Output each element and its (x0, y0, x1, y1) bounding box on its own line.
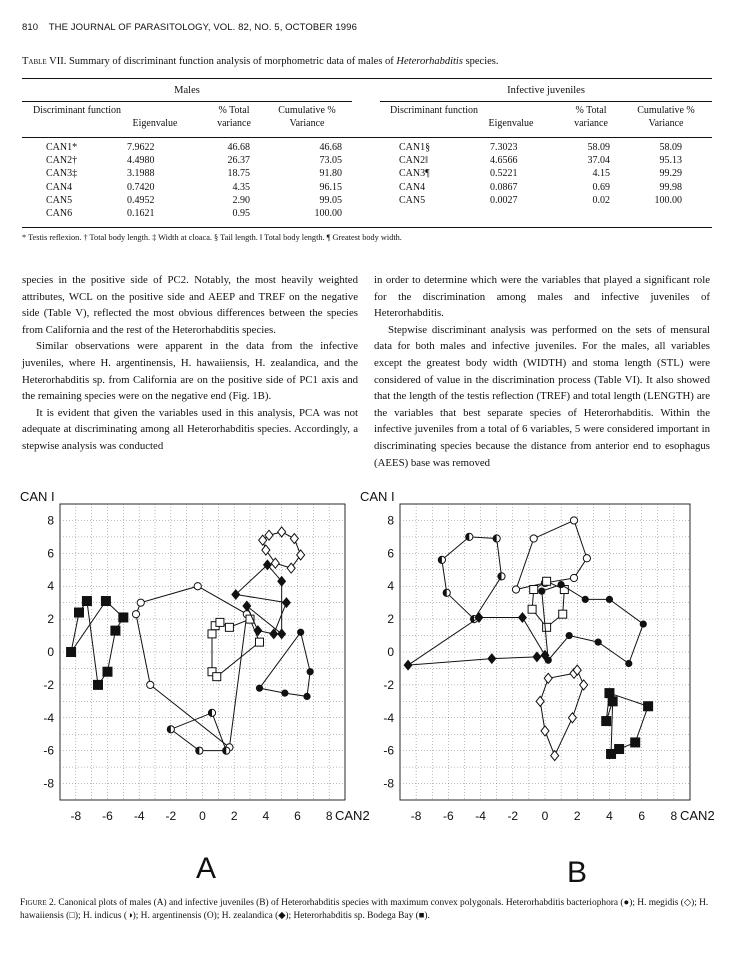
convex-hull-filled-diamond (408, 617, 545, 665)
panel-label-b: B (567, 856, 588, 889)
juveniles-row-eigenvalue: 0.0867 (490, 181, 518, 193)
males-row-cumulative: 91.80 (319, 168, 342, 180)
marker-open-circle (570, 574, 577, 581)
journal-title: THE JOURNAL OF PARASITOLOGY, VOL. 82, NO. 5, OCTOBER 1996 (48, 22, 357, 33)
marker-filled-circle (281, 690, 288, 697)
y-tick-label: -4 (43, 710, 54, 725)
marker-open-circle (512, 586, 519, 593)
juveniles-row-function: CAN4 (399, 181, 426, 193)
canonical-plot-b (360, 490, 715, 823)
males-col-eigenvalue: Eigenvalue (132, 118, 178, 129)
males-row-function: CAN6 (46, 208, 73, 219)
marker-filled-square (608, 696, 618, 706)
juveniles-row-total: 58.09 (587, 142, 610, 153)
marker-filled-diamond (253, 625, 262, 636)
body-paragraph: It is evident that given the variables used in this analysis, PCA was not adequate at discriminating among all Heterorhabditis species. Accordingly, a stepwise analysis was conducted (22, 406, 358, 452)
table-caption-tail: species. (465, 56, 499, 67)
marker-filled-square (110, 626, 120, 636)
juveniles-row-eigenvalue: 4.6566 (490, 155, 518, 167)
convex-hull-open-circle (136, 586, 247, 747)
marker-filled-diamond (532, 651, 541, 662)
convex-hull-filled-diamond (236, 565, 287, 634)
marker-filled-square (630, 737, 640, 747)
figure-caption-text: Canonical plots of males (A) and infective juveniles (B) of Heterorhabditis species with maximum convex polygonals. Heterorhabditis bacteriophora (●); H. megidis (◇); H. hawaiiensis (□); H. indicus (◑); H. argentinensis (O); H. zealandica (◆); Heterorhabditis sp. Bodega Bay (■). (20, 898, 709, 921)
table-caption (22, 56, 712, 67)
marker-filled-circle (582, 596, 589, 603)
x-tick-label: 8 (325, 809, 333, 823)
males-row-eigenvalue: 7.9622 (127, 142, 155, 153)
marker-diamond-outline (278, 527, 286, 537)
marker-filled-square (66, 647, 76, 657)
juveniles-row-cumulative: 99.29 (659, 168, 682, 180)
marker-diamond-outline (544, 673, 552, 683)
marker-filled-diamond (404, 660, 413, 671)
x-tick-label: -4 (475, 809, 486, 823)
x-tick-label: -6 (442, 809, 454, 823)
juveniles-row-cumulative: 58.09 (659, 142, 682, 153)
males-row-eigenvalue: 0.1621 (127, 208, 155, 219)
males-row-eigenvalue: 0.7420 (127, 181, 155, 193)
marker-open-square (528, 605, 536, 613)
juveniles-row-function: CAN2‖ (399, 155, 428, 167)
males-row-cumulative: 96.15 (319, 181, 342, 193)
convex-hull-diamond-outline (540, 670, 584, 756)
marker-filled-square (606, 749, 616, 759)
males-row-total: 0.95 (232, 208, 250, 219)
table-caption-text: Summary of discriminant function analysis of morphometric data of males of (68, 56, 394, 67)
juveniles-row-eigenvalue: 7.3023 (490, 142, 518, 153)
juveniles-row-cumulative: 100.00 (654, 194, 682, 206)
marker-diamond-outline (580, 680, 588, 690)
y-tick-label: -4 (383, 710, 394, 725)
marker-filled-circle (566, 632, 573, 639)
males-row-function: CAN2† (46, 155, 78, 167)
juveniles-row-eigenvalue: 0.5221 (490, 168, 518, 180)
juveniles-row-total: 4.15 (592, 168, 610, 180)
males-row-cumulative: 99.05 (319, 194, 342, 206)
marker-open-square (543, 577, 551, 585)
x-tick-label: 8 (670, 809, 678, 823)
marker-diamond-outline (536, 696, 544, 706)
males-col-cumulative: Cumulative % Variance (278, 105, 336, 129)
y-tick-label: 6 (47, 546, 54, 561)
table-header-rule (22, 137, 712, 138)
y-tick-label: -6 (383, 743, 394, 758)
table-caption-genus: Heterorhabditis (396, 56, 463, 67)
marker-filled-square (93, 680, 103, 690)
males-row-cumulative: 73.05 (319, 155, 342, 167)
y-tick-label: -2 (383, 677, 394, 692)
y-tick-label: 6 (387, 546, 394, 561)
marker-open-circle (194, 583, 201, 590)
males-row-total: 2.90 (232, 194, 250, 206)
convex-hull-filled-circle (260, 632, 311, 696)
x-tick-label: -2 (507, 809, 519, 823)
juveniles-row-cumulative: 95.13 (659, 155, 682, 167)
body-paragraph: in order to determine which were the variables that played a significant role for the discrimination among males and infective juveniles of Heterorhabditis. (374, 274, 710, 320)
y-tick-label: 0 (47, 645, 54, 659)
table-bottom-rule (22, 227, 712, 228)
juveniles-group-rule (380, 101, 712, 102)
x-tick-label: 6 (638, 809, 646, 823)
marker-open-square (559, 610, 567, 618)
x-tick-label: -8 (410, 809, 422, 823)
marker-open-square (530, 586, 538, 594)
y-tick-label: -8 (383, 776, 394, 791)
marker-diamond-outline (259, 535, 267, 545)
marker-open-circle (147, 681, 154, 688)
x-tick-label: 0 (199, 809, 206, 823)
marker-filled-square (601, 716, 611, 726)
marker-filled-circle (625, 660, 632, 667)
canonical-plots-figure (0, 490, 735, 870)
marker-open-square (256, 638, 264, 646)
marker-filled-square (118, 612, 128, 622)
juveniles-row-eigenvalue: 0.0027 (490, 194, 518, 206)
males-row-total: 46.68 (227, 142, 250, 153)
figure-caption (20, 897, 720, 922)
juveniles-col-total: % Total variance (574, 105, 608, 129)
males-row-function: CAN3‡ (46, 168, 78, 180)
y-tick-label: 2 (47, 612, 54, 627)
males-row-total: 4.35 (232, 181, 250, 193)
marker-filled-diamond (282, 597, 291, 608)
body-paragraph: Stepwise discriminant analysis was performed on the sets of mensural data for both males and infective juveniles. For the males, all variables except the greatest body width (WIDTH) and stoma length (STL) were considered of value in the discrimination process (Table VI). It also showed that the length of the testis reflection (TREF) and total length (LENGTH) are the variables that best separate species of Heterorhabditis. Within the infective juveniles from a total of 6 variables, 5 were considered important in discriminating species because the distance from anterior end to esophagus (AEES) base was removed (374, 323, 710, 469)
juveniles-col-cumulative: Cumulative % Variance (637, 105, 695, 129)
males-group-heading: Males (174, 85, 200, 96)
marker-filled-circle (297, 629, 304, 636)
males-row-cumulative: 46.68 (319, 142, 342, 153)
juveniles-row-cumulative: 99.98 (659, 181, 682, 193)
marker-diamond-outline (265, 530, 273, 540)
marker-filled-square (74, 608, 84, 618)
marker-open-circle (137, 599, 144, 606)
running-head (22, 22, 357, 33)
marker-open-square (213, 673, 221, 681)
x-tick-label: 6 (294, 809, 301, 823)
marker-open-square (543, 623, 551, 631)
juveniles-row-function: CAN1§ (399, 142, 431, 153)
marker-open-circle (570, 517, 577, 524)
x-tick-label: 0 (541, 809, 549, 823)
juveniles-row-function: CAN3¶ (399, 168, 430, 180)
marker-open-square (216, 618, 224, 626)
marker-filled-diamond (277, 628, 286, 639)
y-axis-label: CAN I (20, 490, 55, 504)
x-tick-label: 4 (606, 809, 613, 823)
marker-filled-circle (558, 581, 565, 588)
marker-open-circle (530, 535, 537, 542)
x-tick-label: -4 (133, 809, 145, 823)
table-footnote: * Testis reflexion. † Total body length. ‡ Width at cloaca. § Tail length. ‖ Total body length. ¶ Greatest body width. (22, 233, 402, 242)
figure-caption-label: Figure 2. (20, 898, 56, 908)
x-axis-label: CAN2 (680, 808, 715, 823)
marker-diamond-outline (568, 713, 576, 723)
marker-open-circle (132, 611, 139, 618)
marker-filled-circle (595, 639, 602, 646)
x-tick-label: 2 (230, 809, 238, 823)
marker-filled-square (643, 701, 653, 711)
males-col-total: % Total variance (217, 105, 251, 129)
males-row-eigenvalue: 0.4952 (127, 194, 155, 206)
convex-hull-half-circle (442, 537, 502, 619)
marker-filled-circle (256, 685, 263, 692)
juveniles-col-function: Discriminant function (389, 105, 479, 116)
marker-open-square (225, 623, 233, 631)
juveniles-group-heading: Infective juveniles (507, 85, 585, 96)
marker-filled-square (103, 667, 113, 677)
males-row-total: 26.37 (227, 155, 250, 167)
marker-open-square (208, 630, 216, 638)
x-tick-label: -2 (165, 809, 177, 823)
marker-filled-diamond (518, 612, 527, 623)
body-column-left (22, 272, 358, 455)
marker-filled-circle (307, 668, 314, 675)
table-label: Table VII. (22, 56, 67, 67)
x-tick-label: -8 (70, 809, 82, 823)
convex-hull-half-circle (171, 713, 226, 751)
marker-filled-circle (303, 693, 310, 700)
juveniles-col-eigenvalue: Eigenvalue (488, 118, 534, 129)
x-axis-label: CAN2 (335, 808, 370, 823)
males-group-rule (22, 101, 352, 102)
body-column-right (374, 272, 710, 471)
marker-filled-diamond (487, 653, 496, 664)
males-row-eigenvalue: 4.4980 (127, 155, 155, 167)
body-paragraph: Similar observations were apparent in the data from the infective juveniles, where H. argentinensis, H. hawaiiensis, H. zealandica, and the Heterorhabditis sp. from California are on the positive side of PC1 axis and the remaining species were on the negative end (Fig. 1B). (22, 340, 358, 403)
y-tick-label: 0 (387, 645, 394, 659)
juveniles-row-total: 37.04 (587, 155, 610, 167)
marker-filled-square (82, 596, 92, 606)
marker-filled-circle (606, 596, 613, 603)
marker-open-circle (583, 555, 590, 562)
males-row-cumulative: 100.00 (314, 208, 342, 219)
convex-hull-filled-circle (542, 585, 644, 664)
x-tick-label: -6 (102, 809, 113, 823)
marker-filled-square (101, 596, 111, 606)
y-tick-label: 4 (47, 579, 54, 594)
y-tick-label: 2 (387, 612, 394, 627)
males-row-eigenvalue: 3.1988 (127, 168, 155, 180)
y-tick-label: 8 (387, 513, 394, 528)
marker-diamond-outline (551, 751, 559, 761)
males-row-function: CAN5 (46, 194, 73, 206)
page-number: 810 (22, 22, 39, 33)
males-row-function: CAN4 (46, 181, 73, 193)
juveniles-row-function: CAN5 (399, 194, 426, 206)
body-paragraph: species in the positive side of PC2. Notably, the most heavily weighted attributes, WCL on the positive side and AEEP and TREF on the negative side (Table V), reflected the most obvious differences between the species from California and the rest of the Heterorhabditis species. (22, 274, 358, 336)
canonical-plot-a (20, 490, 370, 823)
y-tick-label: 8 (47, 513, 54, 528)
males-col-function: Discriminant function (32, 105, 122, 116)
juveniles-row-total: 0.69 (592, 181, 610, 193)
x-tick-label: 4 (262, 809, 270, 823)
table-top-rule (22, 78, 712, 79)
y-tick-label: -2 (43, 677, 54, 692)
y-tick-label: -6 (43, 743, 54, 758)
marker-filled-circle (640, 620, 647, 627)
y-axis-label: CAN I (360, 490, 395, 504)
marker-diamond-outline (290, 534, 298, 544)
panel-label-a: A (196, 852, 217, 885)
marker-filled-circle (538, 588, 545, 595)
males-row-total: 18.75 (227, 168, 250, 180)
males-row-function: CAN1* (46, 142, 78, 153)
marker-filled-diamond (231, 589, 240, 600)
y-tick-label: 4 (387, 579, 394, 594)
y-tick-label: -8 (43, 776, 54, 791)
x-tick-label: 2 (573, 809, 581, 823)
juveniles-row-total: 0.02 (592, 194, 610, 206)
